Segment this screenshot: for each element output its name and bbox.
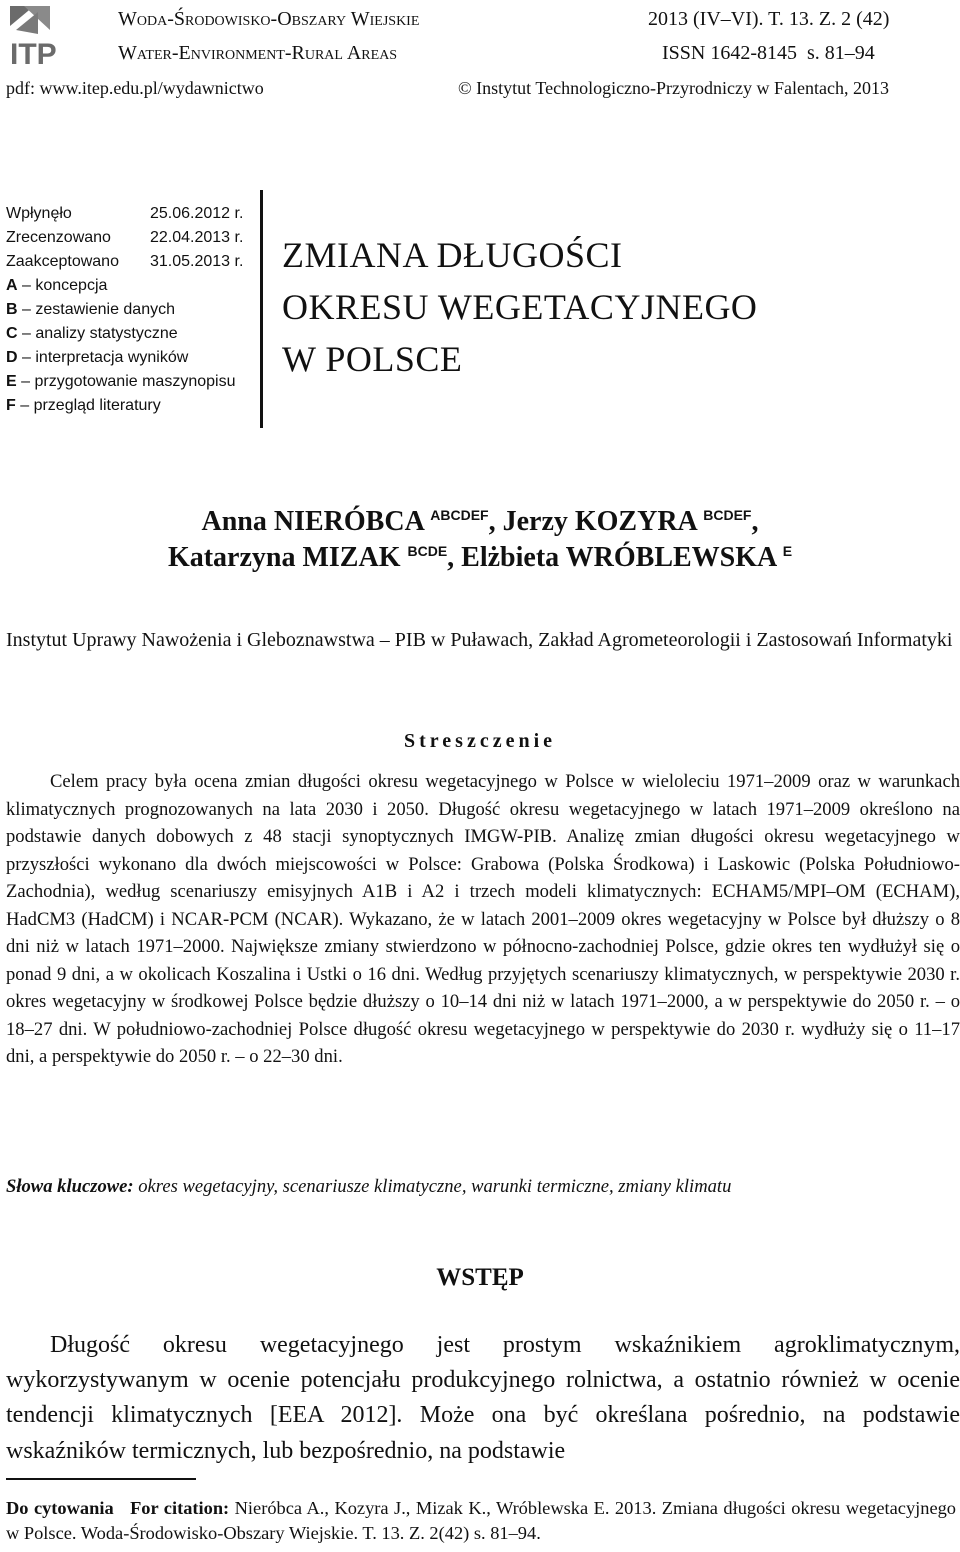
copyright-notice: © Instytut Technologiczno-Przyrodniczy w Falentach, 2013 <box>458 78 889 98</box>
citation-text: Nieróbca A., Kozyra J., Mizak K., Wróblewska E. 2013. Zmiana długości okresu wegetacyjnego w Polsce. Woda-Środowisko-Obszary Wiejskie. T. 13. Z. 2(42) s. 81–94. <box>6 1498 956 1543</box>
journal-issn-pages: ISSN 1642-8145 s. 81–94 <box>662 42 875 64</box>
contribution-item: D – interpretacja wyników <box>6 349 189 366</box>
keywords-text: okres wegetacyjny, scenariusze klimatyczne, warunki termiczne, zmiany klimatu <box>138 1176 732 1197</box>
contribution-item: A – koncepcja <box>6 277 108 294</box>
contribution-item: B – zestawienie danych <box>6 301 175 318</box>
date-label-reviewed: Zrecenzowano <box>6 229 111 246</box>
journal-title-pl: Woda-Środowisko-Obszary Wiejskie <box>118 8 420 30</box>
article-title-line: W POLSCE <box>282 339 463 379</box>
contribution-item: C – analizy statystyczne <box>6 325 178 342</box>
authors-line: Anna NIERÓBCA $^{ABCDEF}$, Jerzy KOZYRA $^{BCDEF}$, <box>201 506 759 537</box>
article-title-line: ZMIANA DŁUGOŚCI <box>282 235 623 275</box>
authors-line: Katarzyna MIZAK $^{BCDE}$, Elżbieta WRÓBLEWSKA $^E$ <box>167 542 793 573</box>
citation-label-en: For citation: <box>130 1498 230 1518</box>
section-heading: WSTĘP <box>436 1264 524 1291</box>
footnote-rule <box>6 1478 196 1480</box>
author-contribution-codes: E <box>782 543 793 559</box>
intro-paragraph: Długość okresu wegetacyjnego jest prostym wskaźnikiem agroklimatycznym, wykorzystywanym w ocenie potencjału produkcyjnego rolnictwa, a ostatnio również w ocenie tendencji klimatycznych [EEA 2012]. Może ona być określana pośrednio, na podstawie wskaźników termicznych, lub bezpośrednio, na podstawie <box>6 1332 960 1464</box>
contribution-item: E – przygotowanie maszynopisu <box>6 373 236 390</box>
article-title-line: OKRESU WEGETACYJNEGO <box>282 287 758 327</box>
contribution-item: F – przegląd literatury <box>6 397 161 414</box>
date-label-received: Wpłynęło <box>6 205 72 222</box>
journal-issue: 2013 (IV–VI). T. 13. Z. 2 (42) <box>648 8 890 30</box>
abstract-heading: Streszczenie <box>403 730 557 752</box>
author-name: Anna NIERÓBCA <box>201 506 424 537</box>
date-label-accepted: Zaakceptowano <box>6 253 119 270</box>
author-name: Elżbieta WRÓBLEWSKA <box>461 542 776 573</box>
date-value-received: 25.06.2012 r. <box>150 205 244 222</box>
date-value-accepted: 31.05.2013 r. <box>150 253 244 270</box>
keywords-label: Słowa kluczowe: <box>6 1176 134 1197</box>
journal-title-en: Water-Environment-Rural Areas <box>118 42 398 64</box>
citation-footnote <box>6 1496 956 1546</box>
citation-label-pl: Do cytowania <box>6 1498 114 1518</box>
author-name: Jerzy KOZYRA <box>502 506 697 537</box>
affiliation: Instytut Uprawy Nawożenia i Gleboznawstwa – PIB w Puławach, Zakład Agrometeorologii i Zastosowań Informatyki <box>6 629 953 651</box>
divider <box>260 190 263 428</box>
keywords <box>6 1176 956 1198</box>
svg-text:ITP: ITP <box>10 38 57 68</box>
author-contribution-codes: BCDE <box>407 543 448 559</box>
date-value-reviewed: 22.04.2013 r. <box>150 229 244 246</box>
author-contribution-codes: BCDEF <box>703 507 752 523</box>
itp-logo <box>6 4 90 68</box>
author-name: Katarzyna MIZAK <box>167 542 401 573</box>
itp-logo-graphic <box>6 4 90 68</box>
pdf-link[interactable]: pdf: www.itep.edu.pl/wydawnictwo <box>6 78 264 98</box>
author-contribution-codes: ABCDEF <box>430 507 489 523</box>
abstract-text: Celem pracy była ocena zmian długości okresu wegetacyjnego w Polsce w wieloleciu 1971–2009 oraz w warunkach klimatycznych prognozowanych na lata 2030 i 2050. Długość okresu wegetacyjnego w latach 1971–2009 określono na podstawie danych dobowych z 48 stacji synoptycznych IMGW-PIB. Analizę zmian długości okresu wegetacyjnego w przyszłości wykonano dla dwóch miejscowości w Polsce: Grabowa (Polska Środkowa) i Laskowic (Polska Południowo-Zachodnia), według scenariuszy emisyjnych A1B i A2 i trzech modeli klimatycznych: ECHAM5/MPI–OM (ECHAM), HadCM3 (HadCM) i NCAR-PCM (NCAR). Wykazano, że w latach 2001–2009 okres wegetacyjny w Polsce był dłuższy o 8 dni niż w latach 1971–2000. Największe zmiany stwierdzono w północno-zachodniej Polsce, gdzie okres ten wydłużył się o ponad 9 dni, a w okolicach Koszalina i Ustki o 16 dni. Według przyjętych scenariuszy klimatycznych, w perspektywie 2030 r. okres wegetacyjny w środkowej Polsce będzie dłuższy o 10–14 dni niż w latach 1971–2000, a w perspektywie do 2050 r. – o 18–27 dni. W południowo-zachodniej Polsce długość okresu wegetacyjnego w perspektywie do 2030 r. wydłuży się o 11–17 dni, a perspektywie do 2050 r. – o 22–30 dni. <box>6 771 960 1067</box>
